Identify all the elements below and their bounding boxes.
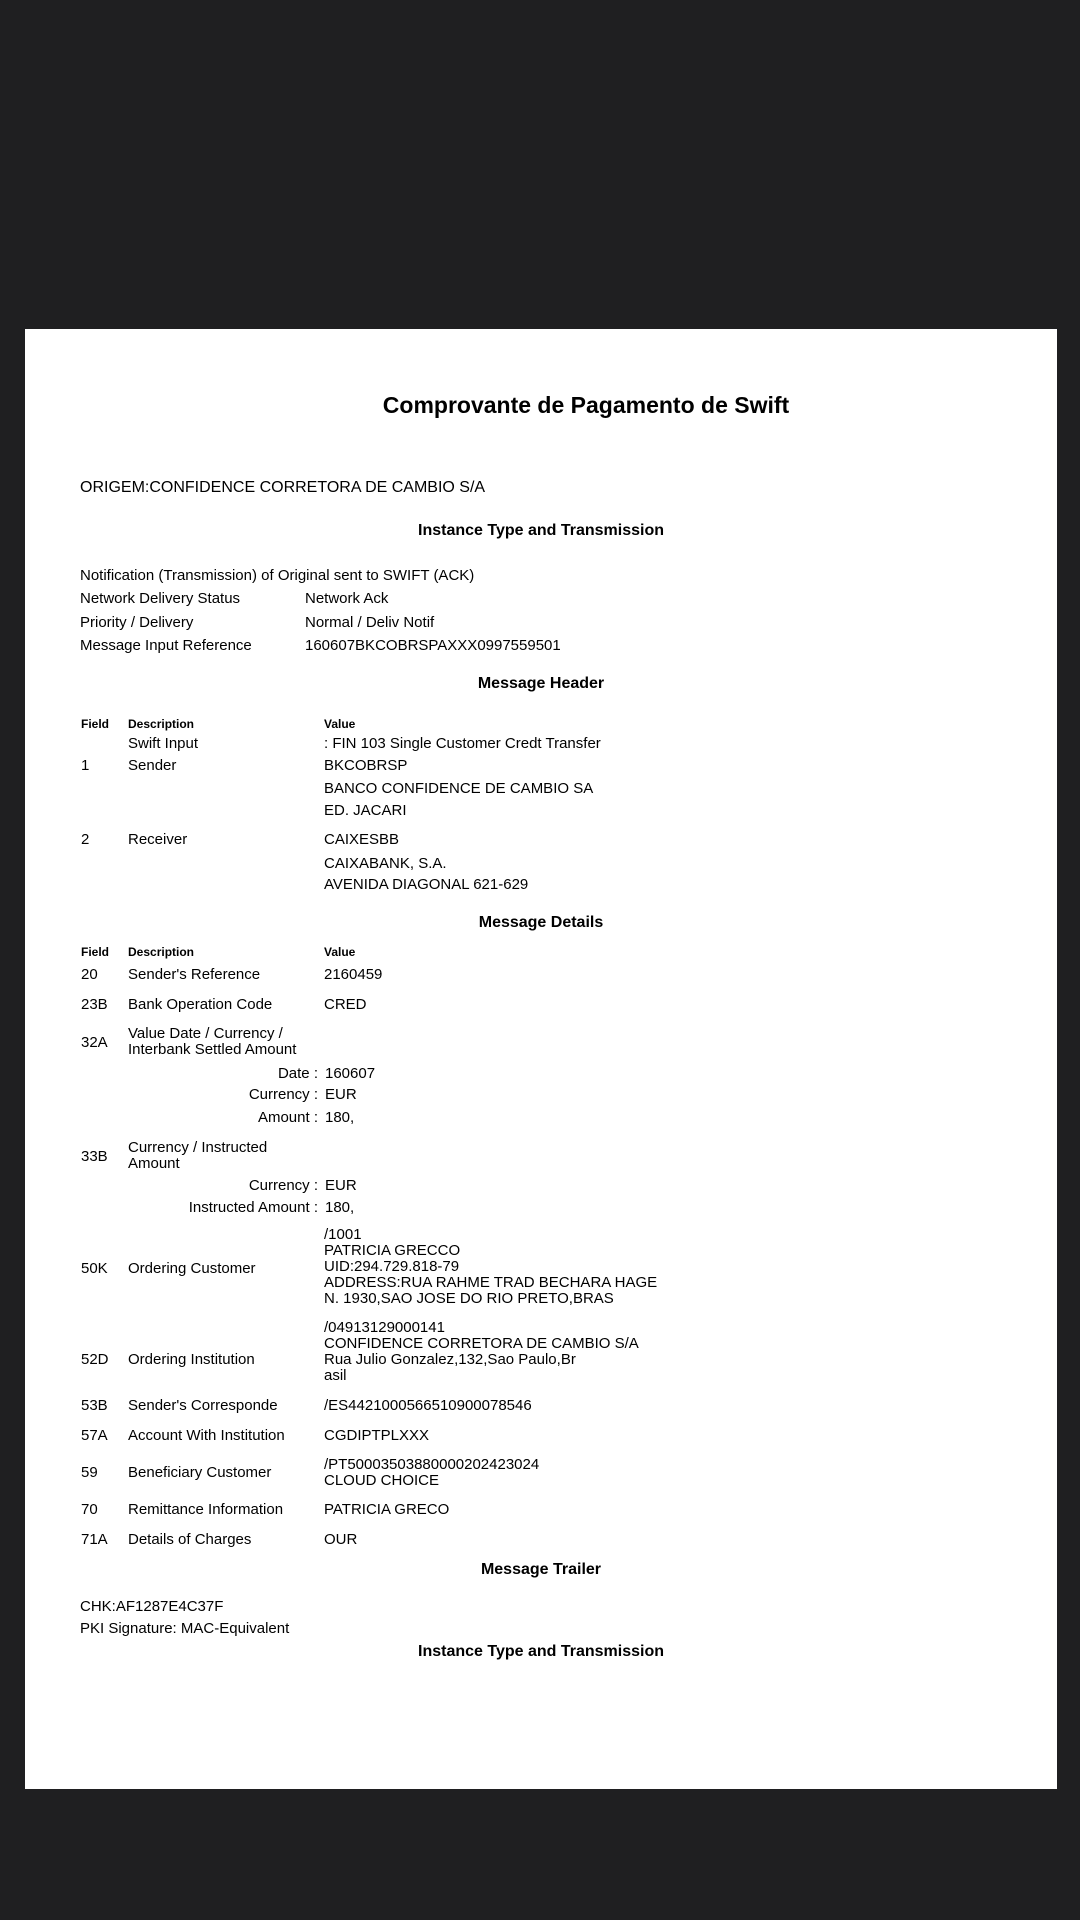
subrow-label: Amount : [257, 1109, 318, 1126]
subrow-value: 180, [325, 1109, 355, 1126]
trailer-chk-line: CHK:AF1287E4C37F [80, 1598, 224, 1615]
row-value: BANCO CONFIDENCE DE CAMBIO SA [324, 780, 594, 797]
notification-line: Notification (Transmission) of Original sent to SWIFT (ACK) [80, 567, 475, 584]
row-value: CGDIPTPLXXX [324, 1427, 430, 1444]
transmission-row-label: Network Delivery Status [80, 590, 241, 607]
document-title: Comprovante de Pagamento de Swift [382, 392, 790, 418]
row-field-code: 59 [81, 1464, 98, 1481]
column-header-value: Value [324, 717, 356, 731]
row-value: BKCOBRSP [324, 757, 408, 774]
row-description: Swift Input [128, 735, 199, 752]
subrow-value: EUR [325, 1086, 357, 1103]
column-header-field: Field [81, 945, 110, 959]
row-description: Sender's Reference [128, 966, 261, 983]
row-value: /ES4421000566510900078546 [324, 1397, 532, 1414]
row-field-code: 20 [81, 966, 98, 983]
row-field-code: 53B [81, 1397, 108, 1414]
row-value: CRED [324, 996, 367, 1013]
row-field-code: 32A [81, 1034, 108, 1051]
transmission-row-value: 160607BKCOBRSPAXXX0997559501 [305, 637, 561, 654]
document-page [25, 329, 1057, 1789]
row-description: Remittance Information [128, 1501, 284, 1518]
row-description: Account With Institution [128, 1427, 285, 1444]
row-description: Receiver [128, 831, 188, 848]
transmission-row-label: Message Input Reference [80, 637, 252, 654]
row-description: Beneficiary Customer [128, 1464, 272, 1481]
row-field-code: 1 [81, 757, 90, 774]
column-header-description: Description [128, 945, 195, 959]
row-field-code: 33B [81, 1148, 108, 1165]
transmission-row-value: Normal / Deliv Notif [305, 614, 435, 631]
section-heading-instance-type-2: Instance Type and Transmission [418, 1643, 664, 1660]
row-description: Currency / Instructed Amount [128, 1139, 268, 1172]
row-description: Value Date / Currency / Interbank Settled Amount [128, 1025, 297, 1058]
row-value: OUR [324, 1531, 358, 1548]
origem-line: ORIGEM:CONFIDENCE CORRETORA DE CAMBIO S/A [80, 479, 486, 496]
column-header-description: Description [128, 717, 195, 731]
row-description: Sender's Corresponde [128, 1397, 278, 1414]
row-value: PATRICIA GRECO [324, 1501, 450, 1518]
section-heading-instance-type-1: Instance Type and Transmission [418, 522, 664, 539]
subrow-value: 160607 [325, 1065, 376, 1082]
row-field-code: 70 [81, 1501, 98, 1518]
subrow-label: Instructed Amount : [188, 1199, 318, 1216]
row-value: AVENIDA DIAGONAL 621-629 [324, 876, 529, 893]
row-field-code: 50K [81, 1260, 108, 1277]
row-value: CAIXABANK, S.A. [324, 855, 447, 872]
trailer-pki-line: PKI Signature: MAC-Equivalent [80, 1620, 290, 1637]
section-heading-message-trailer: Message Trailer [480, 1561, 602, 1578]
subrow-label: Currency : [248, 1086, 318, 1103]
row-value: /1001 PATRICIA GRECCO UID:294.729.818-79 ADDRESS:RUA RAHME TRAD BECHARA HAGE N. 1930,SAO JOSE DO RIO PRETO,BRAS [324, 1226, 658, 1307]
row-value: /04913129000141 CONFIDENCE CORRETORA DE CAMBIO S/A Rua Julio Gonzalez,132,Sao Paulo,Br asil [324, 1319, 639, 1384]
row-description: Details of Charges [128, 1531, 252, 1548]
row-field-code: 71A [81, 1531, 108, 1548]
row-value: 2160459 [324, 966, 383, 983]
transmission-row-label: Priority / Delivery [80, 614, 194, 631]
subrow-value: 180, [325, 1199, 355, 1216]
row-value: : FIN 103 Single Customer Credt Transfer [324, 735, 601, 752]
column-header-field: Field [81, 717, 110, 731]
row-description: Ordering Institution [128, 1351, 255, 1368]
row-field-code: 57A [81, 1427, 108, 1444]
row-field-code: 2 [81, 831, 90, 848]
row-value: /PT50003503880000202423024 CLOUD CHOICE [324, 1456, 540, 1489]
row-value: ED. JACARI [324, 802, 407, 819]
row-field-code: 52D [81, 1351, 109, 1368]
row-description: Bank Operation Code [128, 996, 273, 1013]
subrow-value: EUR [325, 1177, 357, 1194]
row-value: CAIXESBB [324, 831, 400, 848]
section-heading-message-header: Message Header [477, 675, 605, 692]
subrow-label: Date : [277, 1065, 318, 1082]
column-header-value: Value [324, 945, 356, 959]
row-field-code: 23B [81, 996, 108, 1013]
transmission-row-value: Network Ack [305, 590, 389, 607]
row-description: Sender [128, 757, 177, 774]
section-heading-message-details: Message Details [478, 914, 604, 931]
row-description: Ordering Customer [128, 1260, 256, 1277]
subrow-label: Currency : [248, 1177, 318, 1194]
